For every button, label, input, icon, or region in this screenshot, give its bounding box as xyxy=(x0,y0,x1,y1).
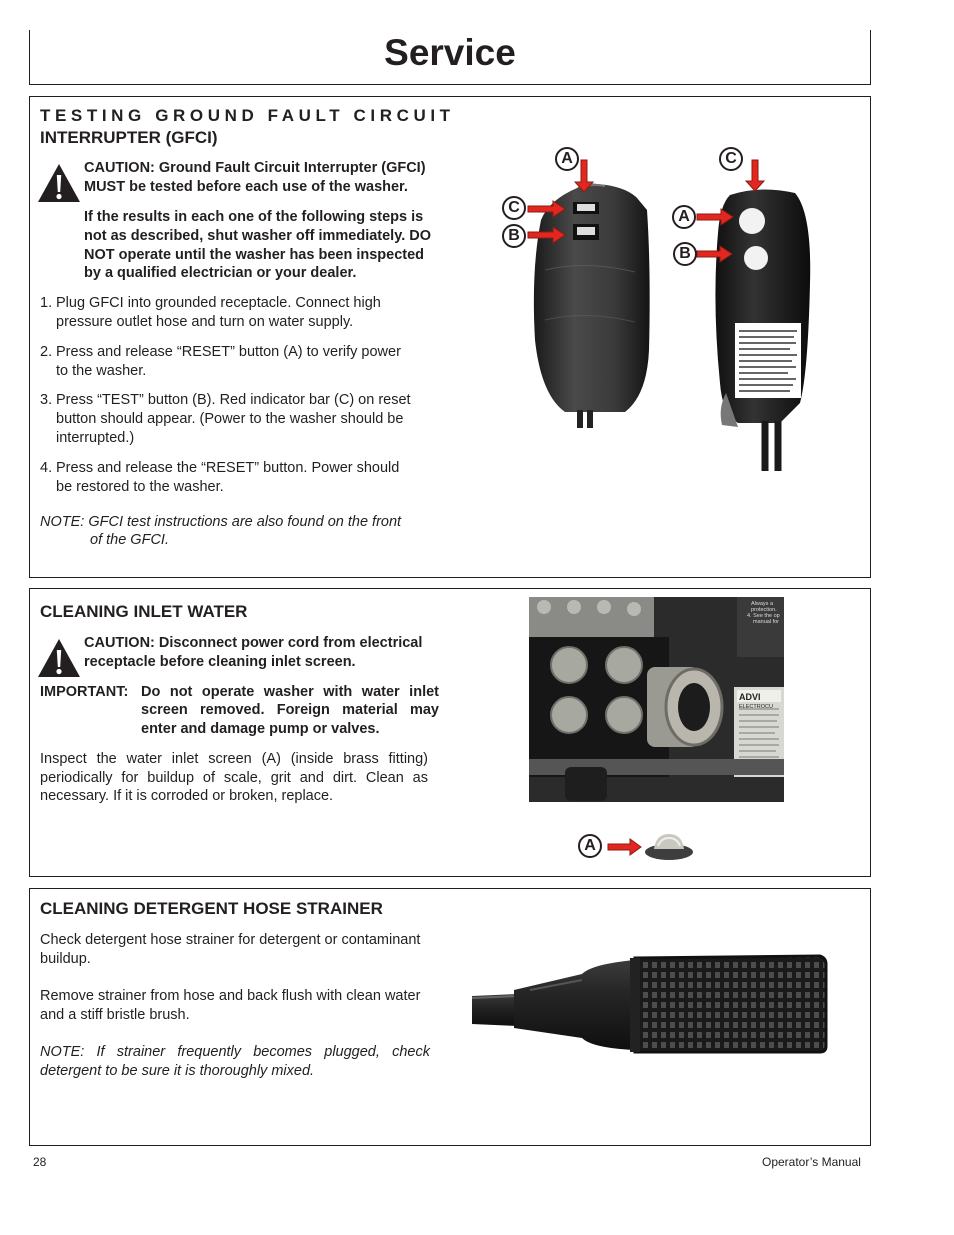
gfci-note-line1: NOTE: GFCI test instructions are also found on the front xyxy=(40,514,402,530)
inlet-body-line1: Inspect the water inlet screen (A) (inside brass fitting) xyxy=(40,751,428,767)
water-inlet-photo xyxy=(529,597,784,802)
step-text-line1: Press and release “RESET” button (A) to verify power xyxy=(56,344,401,360)
inlet-screen-part-image xyxy=(606,832,696,862)
gfci-callout-arrows xyxy=(498,148,838,278)
strainer-body1-line1: Check detergent hose strainer for detergent or contaminant xyxy=(40,932,421,948)
callout-b-label: B xyxy=(673,242,697,266)
photo-label-text: protection. xyxy=(751,607,777,613)
strainer-heading: CLEANING DETERGENT HOSE STRAINER xyxy=(40,899,383,918)
inlet-important-label: IMPORTANT: xyxy=(40,684,129,700)
gfci-step xyxy=(40,459,440,497)
gfci-heading-line1: TESTING GROUND FAULT CIRCUIT xyxy=(40,106,455,125)
inlet-important-line1: Do not operate washer with water inlet xyxy=(141,684,439,700)
photo-label-text: ADVI xyxy=(739,692,761,702)
strainer-body2-line2: and a stiff bristle brush. xyxy=(40,1007,190,1023)
photo-label-text: 4. See the op xyxy=(747,613,780,619)
step-number: 2. xyxy=(40,344,53,360)
step-text-line2: pressure outlet hose and turn on water supply. xyxy=(56,314,354,330)
callout-c-label: C xyxy=(502,196,526,220)
step-text-line1: Press and release the “RESET” button. Power should xyxy=(56,460,400,476)
page-number: 28 xyxy=(33,1155,47,1169)
inlet-caution-line2: receptacle before cleaning inlet screen. xyxy=(84,654,356,670)
step-number: 4. xyxy=(40,460,53,476)
warning-triangle-icon xyxy=(37,163,81,203)
gfci-caution-line1: CAUTION: Ground Fault Circuit Interrupter (GFCI) xyxy=(84,160,426,176)
strainer-body2-line1: Remove strainer from hose and back flush with clean water xyxy=(40,988,421,1004)
gfci-note-line2: of the GFCI. xyxy=(90,532,169,548)
inlet-important-line3: enter and damage pump or valves. xyxy=(141,721,380,737)
photo-label-text: ELECTROCU xyxy=(739,704,773,710)
inlet-body-line2: periodically for buildup of scale, grit and dirt. Clean as xyxy=(40,770,428,786)
callout-b-label: B xyxy=(502,224,526,248)
strainer-note-line2: detergent to be sure it is thoroughly mixed. xyxy=(40,1063,315,1079)
page-title: Service xyxy=(384,32,516,73)
gfci-warning-line4: by a qualified electrician or your dealer. xyxy=(84,265,357,281)
callout-a-label: A xyxy=(578,834,602,858)
strainer-body1-line2: buildup. xyxy=(40,951,91,967)
footer-manual-title: Operator’s Manual xyxy=(762,1155,861,1169)
step-number: 1. xyxy=(40,295,53,311)
step-text-line2: button should appear. (Power to the washer should be xyxy=(56,411,404,427)
callout-c-label: C xyxy=(719,147,743,171)
step-text-line3: interrupted.) xyxy=(56,430,135,446)
step-number: 3. xyxy=(40,392,53,408)
gfci-step xyxy=(40,391,440,448)
photo-label-text: manual for xyxy=(753,619,779,625)
photo-label-text: Always a xyxy=(751,601,774,607)
warning-triangle-icon xyxy=(37,638,81,678)
inlet-important-line2: screen removed. Foreign material may xyxy=(141,702,439,718)
inlet-heading: CLEANING INLET WATER xyxy=(40,602,248,621)
step-text-line2: to the washer. xyxy=(56,363,147,379)
callout-a-label: A xyxy=(555,147,579,171)
gfci-caution-line2: MUST be tested before each use of the washer. xyxy=(84,179,408,195)
gfci-warning-line1: If the results in each one of the following steps is xyxy=(84,209,424,225)
gfci-step xyxy=(40,294,440,332)
gfci-step xyxy=(40,343,440,381)
strainer-note-line1: NOTE: If strainer frequently becomes plugged, check xyxy=(40,1044,430,1060)
step-text-line1: Plug GFCI into grounded receptacle. Connect high xyxy=(56,295,381,311)
callout-a-label: A xyxy=(672,205,696,229)
step-text-line1: Press “TEST” button (B). Red indicator bar (C) on reset xyxy=(56,392,411,408)
title-box xyxy=(29,30,871,85)
step-text-line2: be restored to the washer. xyxy=(56,479,224,495)
inlet-caution-line1: CAUTION: Disconnect power cord from electrical xyxy=(84,635,423,651)
gfci-warning-line3: NOT operate until the washer has been inspected xyxy=(84,247,425,263)
inlet-body-line3: necessary. If it is corroded or broken, replace. xyxy=(40,788,334,804)
gfci-warning-line2: not as described, shut washer off immediately. DO xyxy=(84,228,432,244)
detergent-strainer-image xyxy=(470,950,830,1060)
gfci-heading-line2: INTERRUPTER (GFCI) xyxy=(40,128,218,147)
